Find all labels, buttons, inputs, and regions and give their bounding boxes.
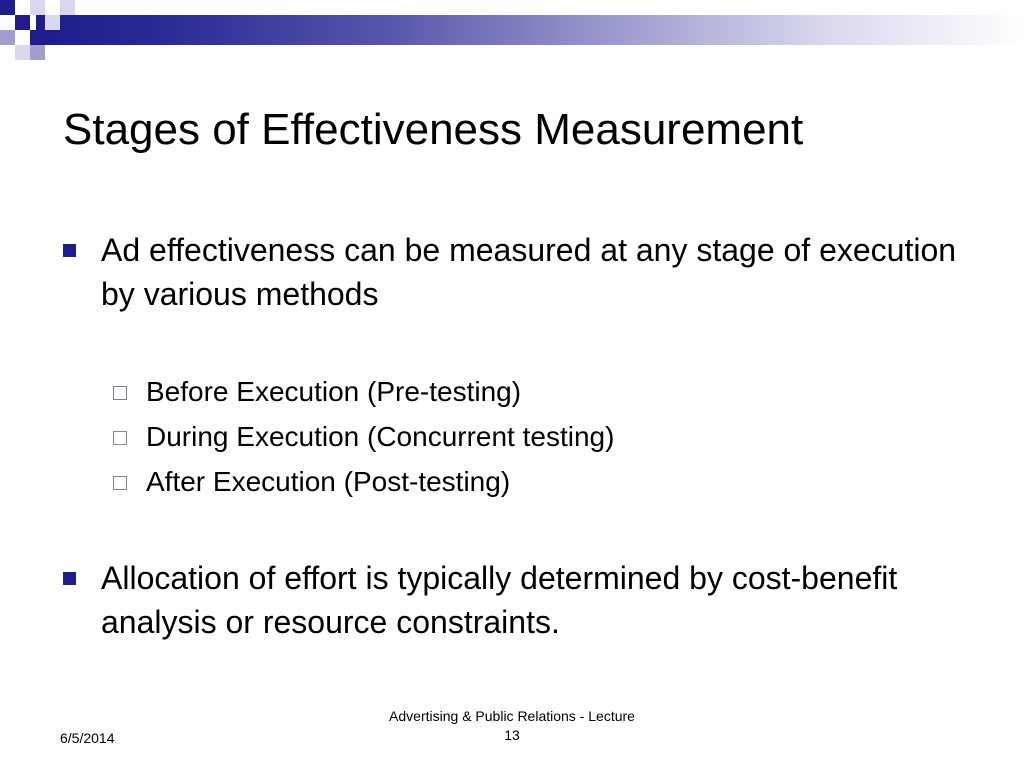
deco-square (15, 0, 30, 15)
deco-square (0, 0, 15, 15)
deco-square (15, 15, 30, 30)
sub-bullet-item (113, 419, 614, 455)
hollow-square-bullet-icon (113, 386, 127, 400)
bullet-item (63, 556, 963, 644)
hollow-square-bullet-icon (113, 476, 127, 490)
hollow-square-bullet-icon (113, 431, 127, 445)
deco-square (45, 15, 60, 30)
corner-decoration (0, 0, 80, 70)
sub-bullet-item (113, 464, 510, 500)
bullet-item (63, 228, 963, 316)
deco-square (0, 30, 15, 45)
footer-lecture-info (350, 707, 674, 745)
sub-bullet-item (113, 374, 521, 410)
square-bullet-icon (63, 244, 76, 257)
sub-bullet-text: During Execution (Concurrent testing) (146, 421, 615, 452)
deco-square (60, 0, 75, 15)
footer-date: 6/5/2014 (60, 730, 115, 746)
bullet-text: Allocation of effort is typically determined by cost-benefit analysis or resource constraints. (101, 560, 898, 640)
sub-bullet-text: Before Execution (Pre-testing) (146, 376, 522, 407)
deco-square (30, 0, 45, 15)
deco-square (15, 45, 30, 60)
header-gradient-bar (36, 15, 1024, 45)
deco-square (30, 45, 45, 60)
sub-bullet-text: After Execution (Post-testing) (146, 466, 511, 497)
footer-lecture-title: Advertising & Public Relations - Lecture (389, 708, 635, 724)
bullet-text: Ad effectiveness can be measured at any stage of execution by various methods (101, 232, 957, 312)
square-bullet-icon (63, 572, 76, 585)
slide-title: Stages of Effectiveness Measurement (63, 105, 804, 154)
deco-square (30, 30, 45, 45)
footer-page-number: 13 (504, 727, 520, 743)
